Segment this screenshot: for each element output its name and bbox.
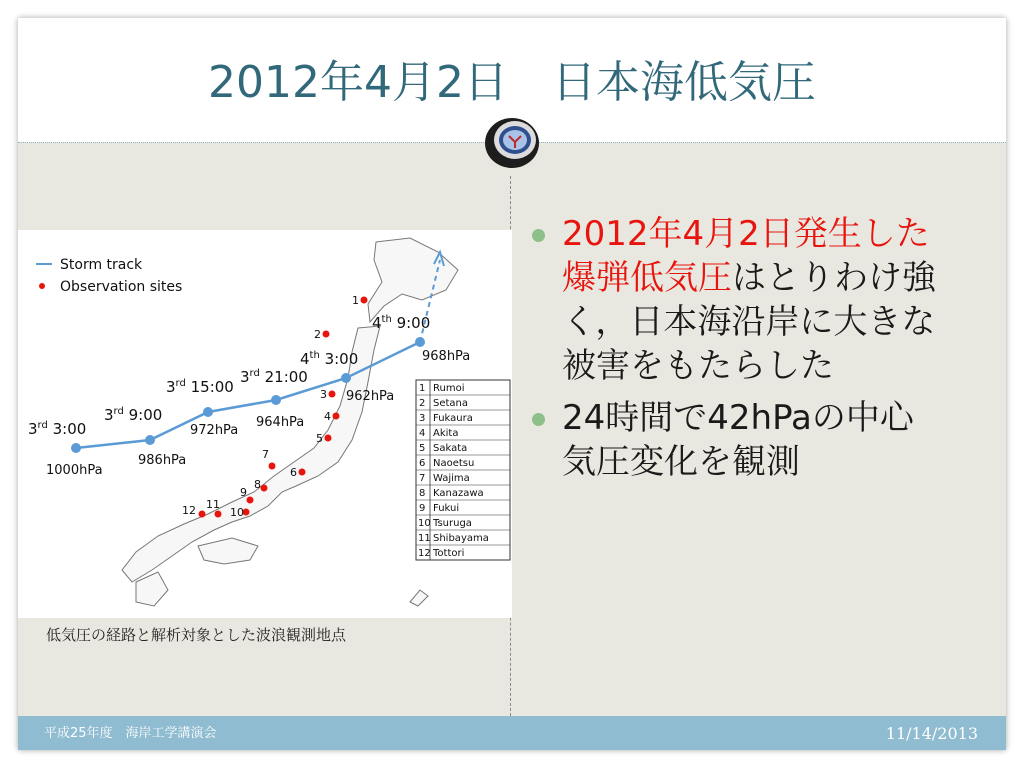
table-cell-no: 11 bbox=[418, 533, 431, 544]
bullet-highlight: 2012年4月2日発生した爆弾低気圧 bbox=[562, 214, 930, 298]
track-time-label: 3rd 3:00 bbox=[28, 420, 87, 438]
track-pressure-label: 968hPa bbox=[422, 349, 471, 364]
table-cell-name: Akita bbox=[433, 428, 459, 439]
map-outline bbox=[410, 590, 428, 606]
site-marker bbox=[361, 297, 368, 304]
table-cell-name: Tottori bbox=[433, 548, 465, 559]
site-marker bbox=[247, 497, 254, 504]
table-cell-no: 4 bbox=[419, 428, 426, 439]
track-point bbox=[203, 407, 213, 417]
site-marker bbox=[199, 511, 206, 518]
table-cell-name: Setana bbox=[433, 398, 469, 409]
table-cell-name: Naoetsu bbox=[433, 458, 475, 469]
site-label: 11 bbox=[206, 498, 220, 511]
site-marker bbox=[333, 413, 340, 420]
bullet-item bbox=[530, 212, 940, 388]
table-cell-no: 12 bbox=[418, 548, 431, 559]
site-marker bbox=[215, 511, 222, 518]
site-label: 6 bbox=[290, 466, 297, 479]
track-pressure-label: 964hPa bbox=[256, 415, 305, 430]
site-marker bbox=[325, 435, 332, 442]
track-point bbox=[145, 435, 155, 445]
table-cell-name: Kanazawa bbox=[433, 488, 484, 499]
slide bbox=[18, 18, 1006, 750]
footer-date: 11/14/2013 bbox=[885, 724, 978, 743]
site-label: 9 bbox=[240, 486, 247, 499]
sites-table bbox=[416, 380, 510, 560]
table-cell-no: 10 bbox=[418, 518, 431, 529]
track-pressure-label: 1000hPa bbox=[46, 463, 103, 478]
footer-bar bbox=[18, 716, 1006, 750]
site-marker bbox=[261, 485, 268, 492]
track-time-label: 4th 9:00 bbox=[372, 314, 431, 332]
footer-event: 平成25年度 海岸工学講演会 bbox=[44, 726, 217, 741]
track-time-label: 4th 3:00 bbox=[300, 350, 359, 368]
bullet-dot-icon bbox=[532, 413, 545, 426]
site-label: 5 bbox=[316, 432, 323, 445]
table-cell-no: 2 bbox=[419, 398, 426, 409]
emblem-icon bbox=[480, 112, 544, 172]
storm-track-map bbox=[18, 230, 512, 618]
page-title: 2012年4月2日 日本海低気圧 bbox=[208, 57, 816, 108]
track-point bbox=[271, 395, 281, 405]
site-label: 4 bbox=[324, 410, 331, 423]
bullet-text: はとりわけ強く，日本海沿岸に大きな被害をもたらした bbox=[562, 258, 936, 386]
track-point bbox=[415, 337, 425, 347]
legend-site-label: Observation sites bbox=[60, 279, 183, 295]
track-pressure-label: 962hPa bbox=[346, 389, 395, 404]
table-cell-name: Rumoi bbox=[433, 383, 465, 394]
track-time-label: 3rd 15:00 bbox=[166, 378, 234, 396]
track-point bbox=[71, 443, 81, 453]
map-outline bbox=[368, 238, 458, 322]
bullet-dot-icon bbox=[532, 229, 545, 242]
track-time-label: 3rd 21:00 bbox=[240, 368, 308, 386]
table-cell-name: Wajima bbox=[433, 473, 470, 484]
site-marker bbox=[323, 331, 330, 338]
table-cell-no: 6 bbox=[419, 458, 426, 469]
site-label: 12 bbox=[182, 504, 196, 517]
map-outline bbox=[198, 538, 258, 564]
site-marker bbox=[269, 463, 276, 470]
table-cell-name: Fukaura bbox=[433, 413, 473, 424]
table-cell-no: 1 bbox=[419, 383, 426, 394]
bullet-item bbox=[530, 396, 940, 484]
table-cell-no: 9 bbox=[419, 503, 426, 514]
site-marker bbox=[299, 469, 306, 476]
site-label: 2 bbox=[314, 328, 321, 341]
track-point bbox=[341, 373, 351, 383]
track-time-label: 3rd 9:00 bbox=[104, 406, 163, 424]
table-cell-name: Sakata bbox=[433, 443, 468, 454]
bullet-text: 24時間で42hPaの中心気圧変化を観測 bbox=[562, 398, 914, 482]
table-cell-no: 3 bbox=[419, 413, 426, 424]
track-pressure-label: 986hPa bbox=[138, 453, 187, 468]
table-cell-name: Fukui bbox=[433, 503, 460, 514]
site-label: 7 bbox=[262, 448, 269, 461]
site-label: 10 bbox=[230, 506, 244, 519]
legend-track-label: Storm track bbox=[60, 257, 143, 273]
table-cell-name: Shibayama bbox=[433, 533, 489, 544]
track-pressure-label: 972hPa bbox=[190, 423, 239, 438]
site-label: 3 bbox=[320, 388, 327, 401]
table-cell-no: 5 bbox=[419, 443, 426, 454]
site-marker bbox=[329, 391, 336, 398]
table-cell-no: 7 bbox=[419, 473, 426, 484]
site-label: 8 bbox=[254, 478, 261, 491]
table-cell-no: 8 bbox=[419, 488, 426, 499]
bullet-list bbox=[530, 212, 940, 492]
legend-site-swatch bbox=[39, 283, 45, 289]
site-label: 1 bbox=[352, 294, 359, 307]
table-cell-name: Tsuruga bbox=[433, 518, 472, 529]
map-caption: 低気圧の経路と解析対象とした波浪観測地点 bbox=[46, 626, 347, 644]
